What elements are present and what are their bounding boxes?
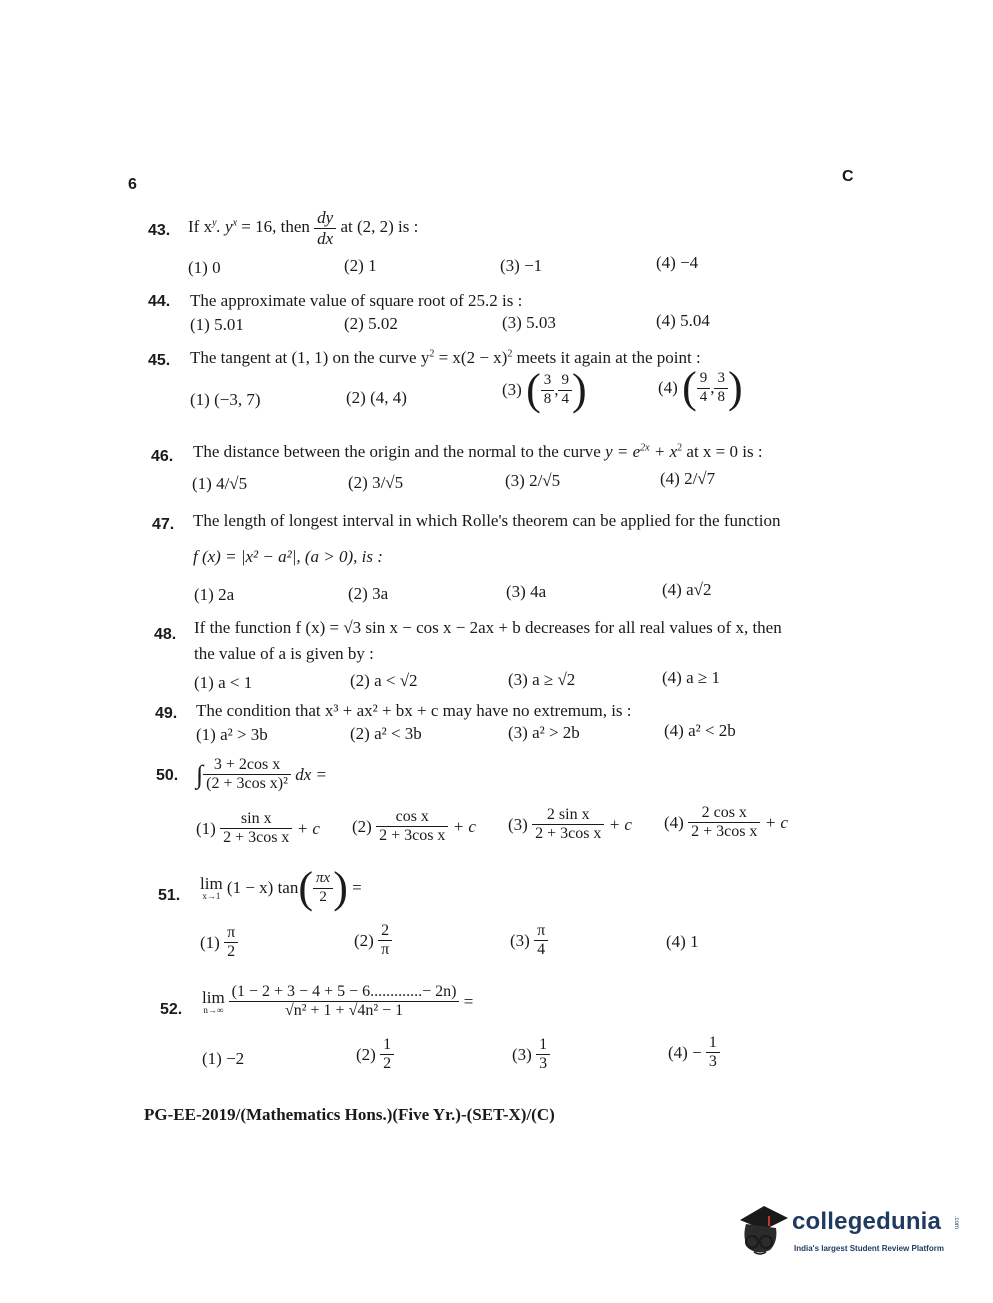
option: (4) ( $\frac{9}{4}$ , $\frac{3}{8}$ ): [658, 363, 743, 412]
option: (2) $\frac{\text{cos x}}{\text{2 + 3cos x}}$ + c: [352, 808, 476, 845]
footer-code: PG-EE-2019/(Mathematics Hons.)(Five Yr.)-(SET-X)/(C): [144, 1105, 555, 1124]
logo-tagline: India's largest Student Review Platform: [794, 1244, 944, 1253]
collegedunia-logo: [734, 1198, 962, 1268]
option: (2) $\frac{2}{\pi}$: [354, 922, 392, 960]
question-stem: lim x→1 (1 − x) tan( $\frac{\pi x}{2}$ ) =: [200, 863, 362, 912]
fraction: $\frac{dy}{dx}$: [314, 208, 336, 248]
option: (4) a² < 2b: [664, 721, 736, 740]
option: (3) a² > 2b: [508, 723, 580, 742]
logo-com: .com: [953, 1216, 959, 1230]
option: (4) a ≥ 1: [662, 668, 720, 687]
question-stem: The approximate value of square root of 25.2 is :: [190, 291, 523, 310]
option: (1) 2a: [194, 585, 235, 604]
option: (4) $\frac{\text{2 cos x}}{\text{2 + 3cos x}}$ + c: [664, 804, 788, 841]
question-stem: If the function f (x) = √3 sin x − cos x − 2ax + b decreases for all real values of x, then: [194, 618, 782, 637]
option: (3) a ≥ √2: [508, 670, 576, 689]
option: (4) 2/√7: [660, 469, 716, 488]
option: (1) 4/√5: [192, 474, 248, 493]
option: (2) 3a: [348, 584, 389, 603]
option: (1) −2: [202, 1049, 245, 1068]
question-stem: If $x^y$. $y^x = 16$, then $\frac{dy}{dx}$ at (2, 2) is :: [188, 208, 419, 248]
question-number: 47.: [152, 516, 175, 533]
question-stem: The length of longest interval in which Rolle's theorem can be applied for the function: [193, 511, 781, 530]
logo-wordmark: collegedunia: [792, 1208, 942, 1235]
option: (1) 0: [188, 258, 221, 277]
question-number: 51.: [158, 887, 181, 904]
question-stem-line2: the value of a is given by :: [194, 644, 374, 663]
option: (2) 3/√5: [348, 473, 404, 492]
option: (4) − $\frac{1}{3}$: [668, 1034, 720, 1072]
option: (1) a² > 3b: [196, 725, 268, 744]
question-number: 44.: [148, 293, 171, 310]
question-number: 52.: [160, 1001, 183, 1018]
question-stem: lim n→∞ $\frac{(1 - 2 + 3 - 4 + 5 - 6.............- 2n)}{\text{√n² + 1 + √4n² − 1}}$ =: [202, 983, 474, 1020]
option: (1) $\frac{\text{sin x}}{\text{2 + 3cos x}}$ + c: [196, 810, 320, 847]
option: (4) 5.04: [656, 311, 710, 330]
mascot-icon: [734, 1198, 790, 1264]
option: (2) a < √2: [350, 671, 418, 690]
set-code: C: [842, 168, 854, 185]
question-stem: The condition that x³ + ax² + bx + c may have no extremum, is :: [196, 701, 632, 720]
option: (2) 5.02: [344, 314, 398, 333]
option: (2) $\frac{1}{2}$: [356, 1036, 394, 1074]
option: (1) (−3, 7): [190, 390, 261, 409]
option: (3) −1: [500, 256, 543, 275]
question-number: 48.: [154, 626, 177, 643]
question-number: 45.: [148, 352, 171, 369]
page-number: 6: [128, 176, 137, 193]
option: (2) (4, 4): [346, 388, 407, 407]
option: (4) 1: [666, 932, 699, 951]
option: (3) ( $\frac{3}{8}$ , $\frac{9}{4}$ ): [502, 365, 587, 414]
option: (1) $\frac{\pi}{2}$: [200, 924, 238, 962]
question-number: 43.: [148, 222, 171, 239]
option: (3) 5.03: [502, 313, 556, 332]
option: (3) 2/√5: [505, 471, 561, 490]
question-number: 50.: [156, 767, 179, 784]
option: (4) a√2: [662, 580, 712, 599]
option: (3) $\frac{1}{3}$: [512, 1036, 550, 1074]
option: (1) 5.01: [190, 315, 244, 334]
option: (2) a² < 3b: [350, 724, 422, 743]
question-stem: ∫ $\frac{\text{3 + 2cos x}}{\text{(2 + 3cos x)²}}$ dx =: [196, 756, 327, 793]
option: (2) 1: [344, 256, 377, 275]
question-stem: The tangent at (1, 1) on the curve $y^2 = x(2 - x)^2$ meets it again at the point :: [190, 348, 701, 367]
option: (4) −4: [656, 253, 699, 272]
option: (1) a < 1: [194, 673, 253, 692]
option: (3) $\frac{\pi}{4}$: [510, 922, 548, 960]
question-stem-line2: f (x) = |x² − a²|, (a > 0), is :: [193, 547, 383, 566]
question-stem: The distance between the origin and the normal to the curve $y = e^{2x} + x^2$ at x = 0 is :: [193, 442, 763, 461]
question-number: 49.: [155, 705, 178, 722]
option: (3) 4a: [506, 582, 547, 601]
question-number: 46.: [151, 448, 174, 465]
option: (3) $\frac{\text{2 sin x}}{\text{2 + 3cos x}}$ + c: [508, 806, 632, 843]
